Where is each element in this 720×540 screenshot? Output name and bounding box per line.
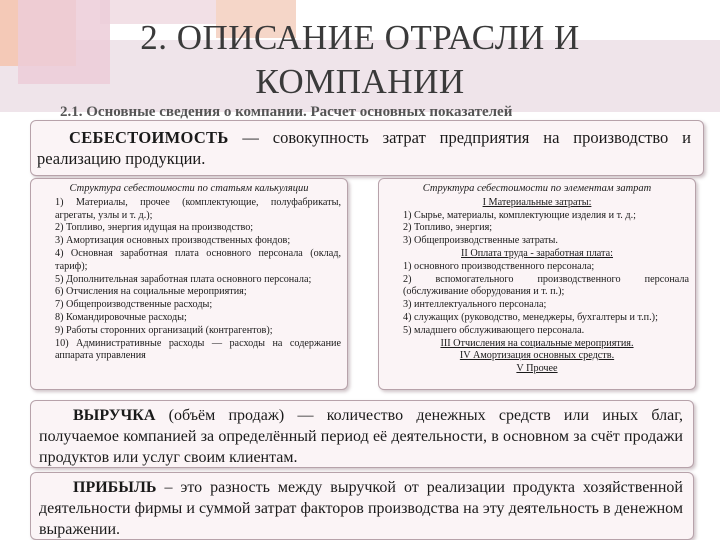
- cost-definition-box: [30, 120, 704, 176]
- list-item: 10) Административные расходы — расходы на содержание аппарата управления: [55, 337, 341, 362]
- list-item: 3) Общепроизводственные затраты.: [403, 235, 558, 247]
- cost-by-elements-box: [378, 178, 696, 390]
- cost-by-items-box: [30, 178, 348, 390]
- group-heading: III Отчисления на социальные мероприятия.: [440, 337, 634, 349]
- revenue-definition: [39, 405, 683, 468]
- list-item: 2) вспомогательного производственного персонала (обслуживание оборудования и т. п.);: [403, 273, 689, 298]
- list-item: 4) Основная заработная плата основного персонала (оклад, тариф);: [55, 247, 341, 272]
- list-item: 3) Амортизация основных производственных фондов;: [55, 235, 291, 247]
- cost-definition: [37, 127, 691, 169]
- list-item: 3) интеллектуального персонала;: [403, 299, 547, 311]
- list-item: 2) Топливо, энергия идущая на производство;: [55, 222, 254, 234]
- cost-by-elements-heading: Структура себестоимости по элементам затрат: [422, 183, 652, 194]
- group-heading: I Материальные затраты:: [482, 196, 592, 208]
- revenue-text: (объём продаж) — количество денежных средств или иных благ, получаемое компанией за определённый период её деятельности, в основном за счёт продажи продуктов или услуг своим клиентам.: [39, 407, 683, 466]
- slide-subtitle: 2.1. Основные сведения о компании. Расчет основных показателей: [60, 104, 513, 120]
- list-item: 5) Дополнительная заработная плата основного персонала;: [55, 273, 312, 285]
- list-item: 6) Отчисления на социальные мероприятия;: [55, 286, 247, 298]
- list-item: 1) Сырье, материалы, комплектующие изделия и т. д.;: [403, 209, 636, 221]
- list-item: 1) Материалы, прочее (комплектующие, полуфабрикаты, агрегаты, узлы и т. д.);: [55, 196, 341, 221]
- group-heading: IV Амортизация основных средств.: [459, 350, 615, 362]
- profit-term: ПРИБЫЛЬ: [73, 479, 157, 496]
- cost-definition-text: — совокупность затрат предприятия на производство и реализацию продукции.: [37, 128, 691, 168]
- profit-box: [30, 472, 694, 540]
- list-item: 7) Общепроизводственные расходы;: [55, 299, 213, 311]
- group-heading: II Оплата труда - заработная плата:: [461, 247, 613, 259]
- slide-title: 2. ОПИСАНИЕ ОТРАСЛИ И КОМПАНИИ: [140, 18, 580, 101]
- cost-term: СЕБЕСТОИМОСТЬ: [69, 128, 229, 147]
- revenue-term: ВЫРУЧКА: [73, 407, 156, 424]
- profit-text: – это разность между выручкой от реализации продукта хозяйственной деятельности фирмы и суммой затрат факторов производства на эту деятельность в денежном выражении.: [39, 479, 683, 538]
- list-item: 4) служащих (руководство, менеджеры, бухгалтеры и т.п.);: [403, 311, 658, 323]
- list-item: 9) Работы сторонних организаций (контрагентов);: [55, 324, 273, 336]
- list-item: 1) основного производственного персонала;: [403, 260, 595, 272]
- list-item: 2) Топливо, энергия;: [403, 222, 493, 234]
- revenue-box: [30, 400, 694, 468]
- profit-definition: [39, 477, 683, 540]
- list-item: 8) Командировочные расходы;: [55, 311, 187, 323]
- list-item: 5) младшего обслуживающего персонала.: [403, 324, 585, 336]
- group-heading: V Прочее: [516, 363, 558, 375]
- cost-by-items-heading: Структура себестоимости по статьям калькуляции: [69, 183, 309, 194]
